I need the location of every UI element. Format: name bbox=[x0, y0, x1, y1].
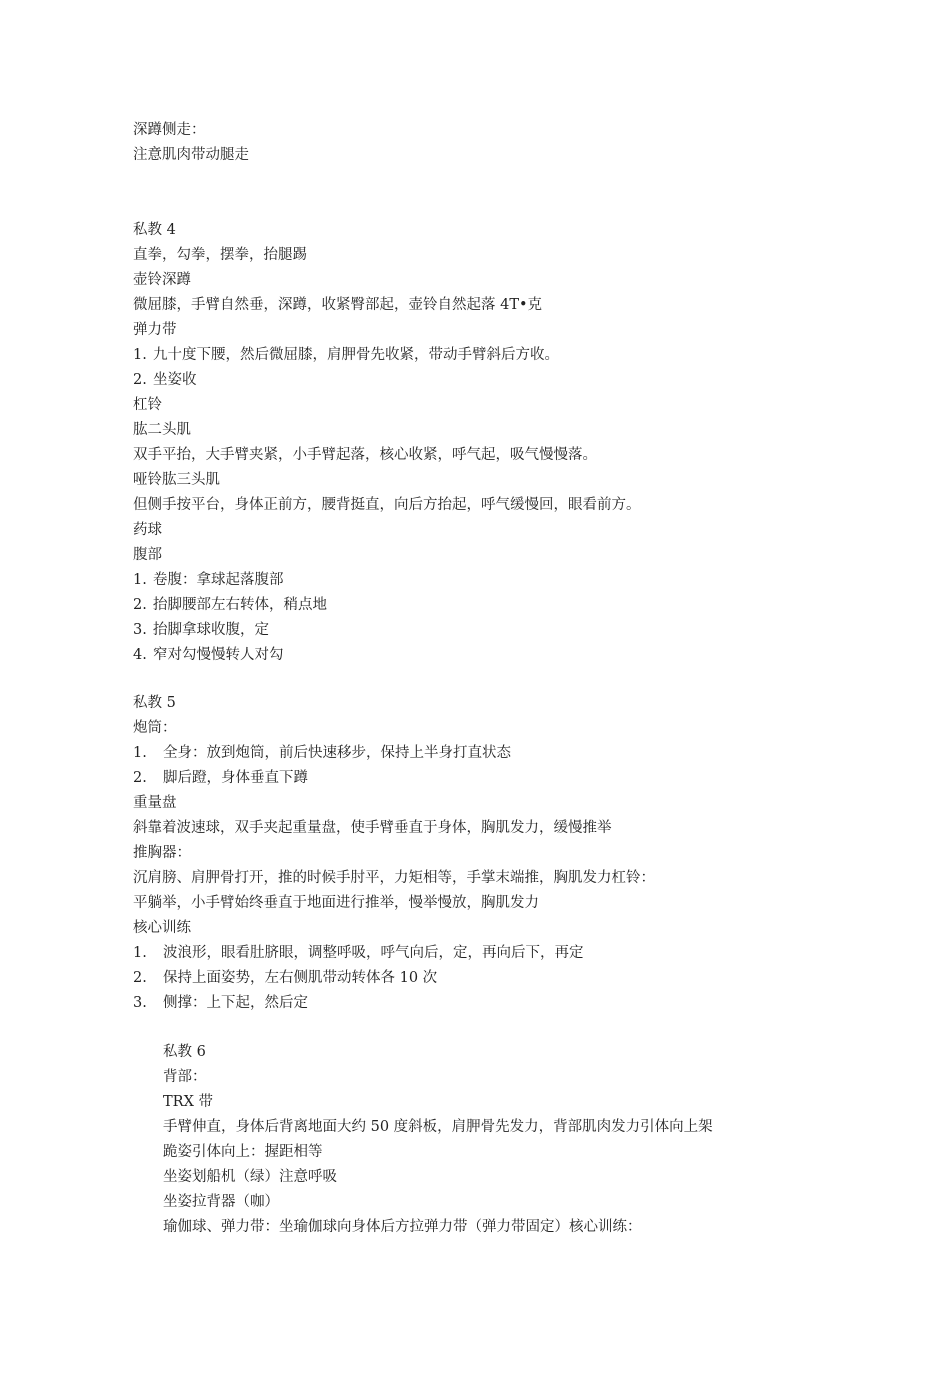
subheading: 肱二头肌 bbox=[133, 422, 191, 438]
list-item bbox=[133, 368, 910, 393]
subheading: 壶铃深蹲 bbox=[133, 272, 191, 288]
text-line: 平躺举，小手臂始终垂直于地面进行推举，慢举慢放，胸肌发力 bbox=[133, 895, 539, 911]
list-text: 抬脚拿球收腹，定 bbox=[153, 622, 269, 638]
list-item bbox=[133, 941, 910, 966]
text-line: 双手平抬，大手臂夹紧，小手臂起落，核心收紧，呼气起，吸气慢慢落。 bbox=[133, 447, 597, 463]
list-item bbox=[133, 991, 910, 1016]
list-text: 侧撑：上下起，然后定 bbox=[163, 995, 308, 1011]
list-number: 1. bbox=[133, 945, 147, 961]
subheading: 炮筒： bbox=[133, 720, 177, 736]
text-line: 但侧手按平台，身体正前方，腰背挺直，向后方抬起，呼气缓慢回，眼看前方。 bbox=[133, 497, 641, 513]
list-item bbox=[133, 741, 910, 766]
text-line: 斜靠着波速球，双手夹起重量盘，使手臂垂直于身体，胸肌发力，缓慢推举 bbox=[133, 820, 612, 836]
numbered-list bbox=[133, 741, 910, 791]
subheading: 核心训练 bbox=[133, 920, 191, 936]
list-text: 窄对勾慢慢转人对勾 bbox=[153, 647, 284, 663]
list-text: 抬脚腰部左右转体，稍点地 bbox=[153, 597, 327, 613]
subheading: 弹力带 bbox=[133, 322, 177, 338]
list-item bbox=[133, 643, 910, 668]
list-item bbox=[133, 568, 910, 593]
list-item bbox=[133, 766, 910, 791]
list-text: 卷腹：拿球起落腹部 bbox=[153, 572, 284, 588]
section-title: 私教 6 bbox=[163, 1044, 206, 1060]
subheading: 背部： bbox=[163, 1069, 207, 1085]
subheading: 哑铃肱三头肌 bbox=[133, 472, 220, 488]
section-private-lesson-4 bbox=[133, 218, 910, 668]
list-number: 2. bbox=[133, 970, 147, 986]
text-line: 微屈膝，手臂自然垂，深蹲，收紧臀部起，壶铃自然起落 4T•克 bbox=[133, 297, 543, 313]
list-number: 2. bbox=[133, 372, 147, 388]
list-number: 4. bbox=[133, 647, 147, 663]
numbered-list bbox=[133, 568, 910, 668]
section-private-lesson-5 bbox=[133, 691, 910, 1016]
list-text: 保持上面姿势，左右侧肌带动转体各 10 次 bbox=[163, 970, 438, 986]
subheading: 药球 bbox=[133, 522, 162, 538]
text-line: 直拳，勾拳，摆拳，抬腿踢 bbox=[133, 247, 307, 263]
text-line: 坐姿划船机（绿）注意呼吸 bbox=[163, 1169, 337, 1185]
list-item bbox=[133, 966, 910, 991]
list-text: 九十度下腰，然后微屈膝，肩胛骨先收紧，带动手臂斜后方收。 bbox=[153, 347, 559, 363]
list-number: 3. bbox=[133, 622, 147, 638]
list-item bbox=[133, 343, 910, 368]
list-text: 坐姿收 bbox=[153, 372, 197, 388]
text-line: 深蹲侧走： bbox=[133, 122, 206, 138]
list-number: 1. bbox=[133, 347, 147, 363]
list-text: 脚后蹬，身体垂直下蹲 bbox=[163, 770, 308, 786]
list-item bbox=[133, 618, 910, 643]
list-number: 2. bbox=[133, 770, 147, 786]
list-text: 全身：放到炮筒，前后快速移步，保持上半身打直状态 bbox=[163, 745, 511, 761]
section-title: 私教 4 bbox=[133, 222, 176, 238]
numbered-list bbox=[133, 941, 910, 1016]
text-line: 瑜伽球、弹力带：坐瑜伽球向身体后方拉弹力带（弹力带固定）核心训练： bbox=[163, 1219, 642, 1235]
list-text: 波浪形，眼看肚脐眼，调整呼吸，呼气向后，定，再向后下，再定 bbox=[163, 945, 584, 961]
intro-section bbox=[133, 118, 910, 168]
text-line: 跪姿引体向上：握距相等 bbox=[163, 1144, 323, 1160]
section-private-lesson-6 bbox=[163, 1040, 910, 1240]
list-item bbox=[133, 593, 910, 618]
list-number: 2. bbox=[133, 597, 147, 613]
text-line: 沉肩膀、肩胛骨打开，推的时候手肘平，力矩相等，手掌末端推，胸肌发力杠铃： bbox=[133, 870, 655, 886]
text-line: 手臂伸直，身体后背离地面大约 50 度斜板，肩胛骨先发力，背部肌肉发力引体向上架 bbox=[163, 1119, 713, 1135]
numbered-list bbox=[133, 343, 910, 393]
subheading: 推胸器： bbox=[133, 845, 191, 861]
list-number: 3. bbox=[133, 995, 147, 1011]
subheading: 重量盘 bbox=[133, 795, 177, 811]
list-number: 1. bbox=[133, 745, 147, 761]
subheading: 腹部 bbox=[133, 547, 162, 563]
subheading: 杠铃 bbox=[133, 397, 162, 413]
list-number: 1. bbox=[133, 572, 147, 588]
text-line: 坐姿拉背器（咖） bbox=[163, 1194, 279, 1210]
section-title: 私教 5 bbox=[133, 695, 176, 711]
subheading: TRX 带 bbox=[163, 1094, 214, 1110]
text-line: 注意肌肉带动腿走 bbox=[133, 147, 249, 163]
